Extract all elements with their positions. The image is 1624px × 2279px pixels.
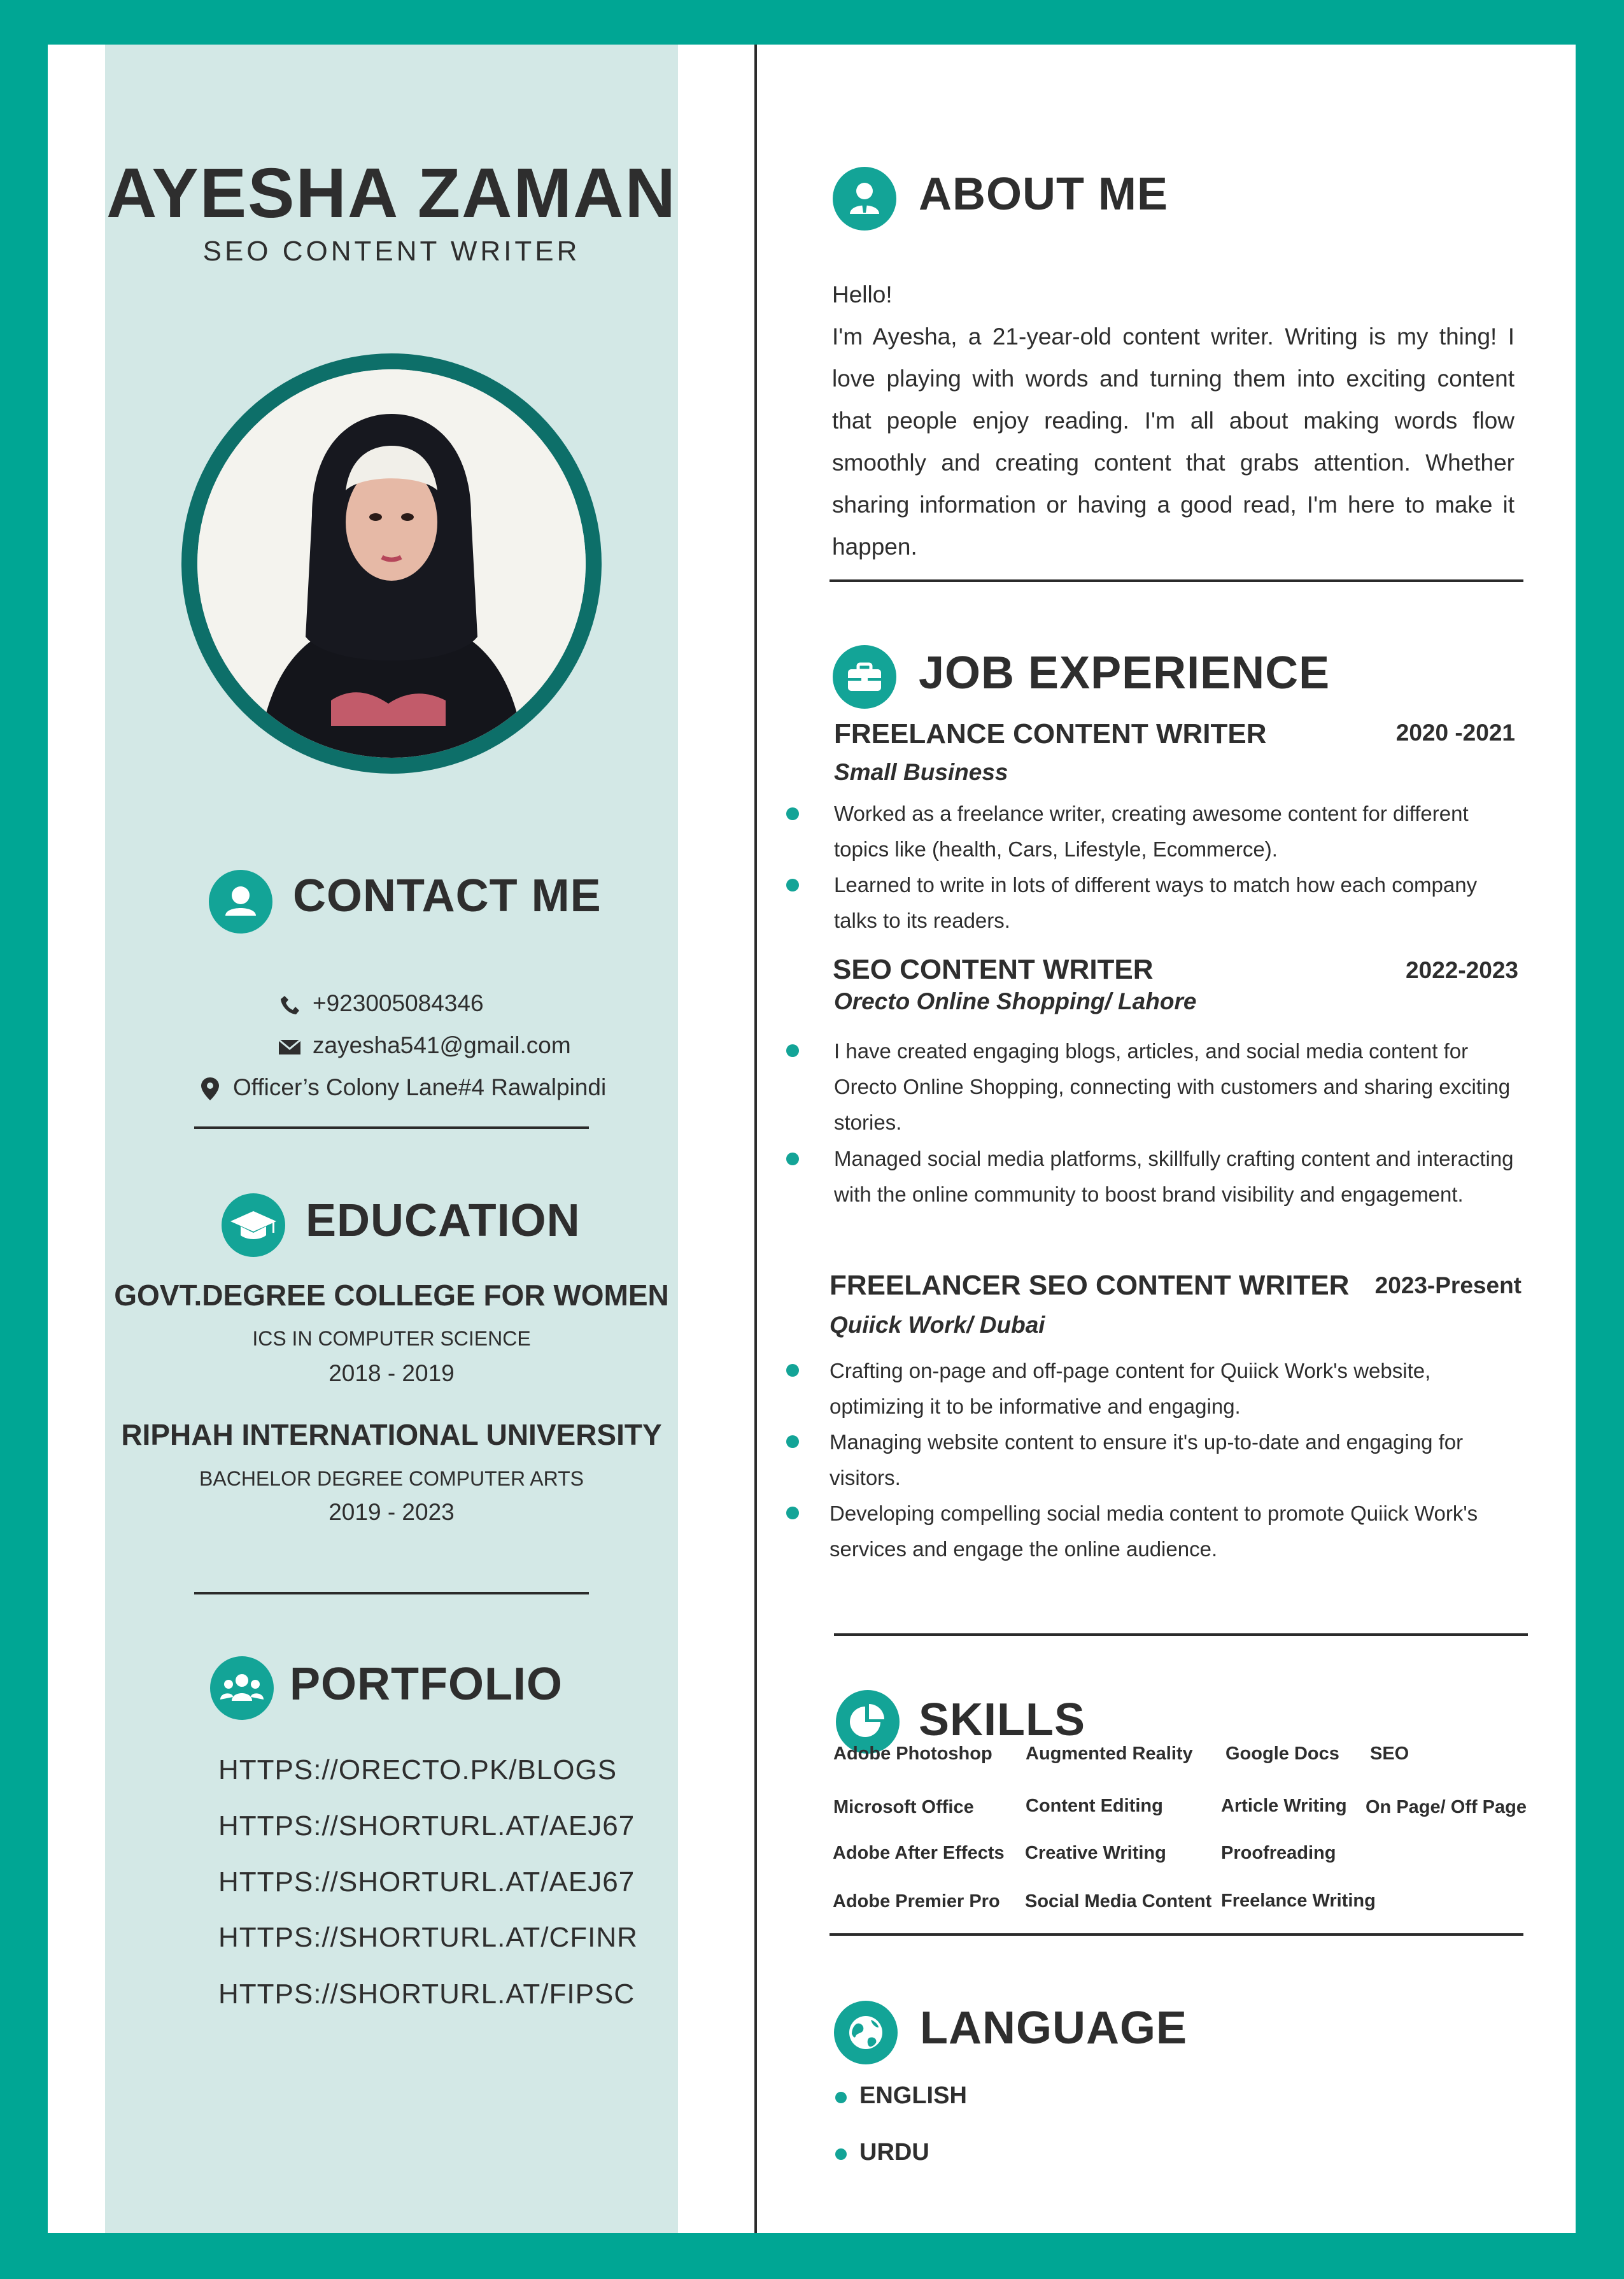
- email-row: [277, 1032, 571, 1060]
- skill-item: Content Editing: [1026, 1796, 1163, 1816]
- skill-item: Proofreading: [1221, 1843, 1336, 1863]
- skill-item: Microsoft Office: [833, 1797, 974, 1817]
- job-3-bullet-1: Crafting on-page and off-page content for Quiick Work's website, optimizing it to be informative and engaging.: [830, 1359, 1431, 1418]
- about-text-block: [832, 274, 1515, 568]
- portfolio-link-5[interactable]: HTTPS://SHORTURL.AT/FIPSC: [218, 1978, 635, 2010]
- bullet-dot: [786, 879, 799, 891]
- candidate-name: AYESHA ZAMAN: [106, 154, 677, 232]
- job-1-bullet-2: Learned to write in lots of different ways to match how each company talks to its readers.: [834, 873, 1478, 932]
- language-heading: LANGUAGE: [920, 2003, 1187, 2054]
- about-paragraph: I'm Ayesha, a 21-year-old content writer. Writing is my thing! I love playing with words and turning them into exciting content that people enjoy reading. I'm all about making words flow smoothly and creating content that grabs attention. Whether sharing information or having a good read, I'm here to make it happen.: [832, 323, 1515, 560]
- group-icon: [210, 1656, 274, 1720]
- education-heading: EDUCATION: [306, 1195, 581, 1246]
- main-divider-2: [834, 1633, 1528, 1636]
- job-company-2: Orecto Online Shopping/ Lahore: [834, 988, 1197, 1014]
- location-pin-icon: [197, 1076, 223, 1102]
- phone-number: +923005084346: [313, 990, 484, 1016]
- portfolio-link-4[interactable]: HTTPS://SHORTURL.AT/CFINR: [218, 1922, 638, 1953]
- phone-icon: [277, 992, 302, 1018]
- skill-item: On Page/ Off Page: [1366, 1797, 1527, 1817]
- contact-heading: CONTACT ME: [293, 870, 602, 921]
- job-company-3: Quiick Work/ Dubai: [830, 1312, 1045, 1338]
- about-greeting: Hello!: [832, 281, 893, 308]
- job-1-bullet-1: Worked as a freelance writer, creating awesome content for different topics like (health, Cars, Lifestyle, Ecommerce).: [834, 802, 1469, 861]
- skill-item: Article Writing: [1221, 1796, 1347, 1816]
- email-address: zayesha541@gmail.com: [313, 1032, 571, 1058]
- language-item-urdu: URDU: [859, 2139, 929, 2166]
- main-divider-1: [830, 579, 1523, 582]
- bullet-dot: [835, 2148, 847, 2160]
- experience-heading: JOB EXPERIENCE: [919, 648, 1331, 699]
- education-years-1: 2018 - 2019: [328, 1360, 455, 1386]
- education-degree-1: ICS IN COMPUTER SCIENCE: [252, 1327, 531, 1350]
- job-company-1: Small Business: [834, 759, 1008, 785]
- about-heading: ABOUT ME: [919, 169, 1168, 220]
- portrait-illustration: [197, 369, 586, 758]
- candidate-title: SEO CONTENT WRITER: [202, 236, 581, 267]
- job-2-bullet-1: I have created engaging blogs, articles, and social media content for Orecto Online Shopping, connecting with customers and sharing exciting stories.: [834, 1039, 1511, 1134]
- address-row: [197, 1074, 606, 1102]
- job-2-bullet-2: Managed social media platforms, skillfully crafting content and interacting with the online community to boost brand visibility and engagement.: [834, 1147, 1514, 1206]
- bullet-dot: [786, 807, 799, 820]
- education-school-2: RIPHAH INTERNATIONAL UNIVERSITY: [121, 1418, 662, 1451]
- skill-item: Google Docs: [1225, 1743, 1339, 1764]
- skill-item: Adobe After Effects: [833, 1843, 1005, 1863]
- envelope-icon: [277, 1034, 302, 1060]
- education-degree-2: BACHELOR DEGREE COMPUTER ARTS: [199, 1467, 584, 1490]
- job-years-2: 2022-2023: [1406, 957, 1518, 983]
- skill-item: Adobe Photoshop: [833, 1743, 992, 1764]
- portfolio-link-3[interactable]: HTTPS://SHORTURL.AT/AEJ67: [218, 1866, 635, 1898]
- job-years-3: 2023-Present: [1374, 1272, 1522, 1298]
- skill-item: Augmented Reality: [1026, 1743, 1193, 1764]
- portfolio-heading: PORTFOLIO: [290, 1659, 563, 1710]
- globe-icon: [834, 2001, 898, 2064]
- bullet-dot: [786, 1153, 799, 1165]
- user-tie-icon: [833, 167, 896, 231]
- resume-sheet: [48, 45, 1576, 2233]
- bullet-dot: [786, 1507, 799, 1519]
- avatar: [197, 369, 586, 758]
- job-title-1: FREELANCE CONTENT WRITER: [834, 718, 1267, 749]
- skills-heading: SKILLS: [919, 1694, 1086, 1745]
- skill-item: SEO: [1370, 1743, 1409, 1764]
- briefcase-icon: [833, 645, 896, 709]
- skill-item: Freelance Writing: [1221, 1891, 1376, 1911]
- address-text: Officer’s Colony Lane#4 Rawalpindi: [233, 1074, 607, 1100]
- skill-item: Social Media Content: [1025, 1891, 1212, 1912]
- education-years-2: 2019 - 2023: [328, 1499, 455, 1525]
- sidebar-divider-2: [194, 1592, 589, 1594]
- person-icon: [209, 870, 272, 934]
- skill-item: Adobe Premier Pro: [833, 1891, 1000, 1912]
- bullet-dot: [786, 1364, 799, 1377]
- sidebar-divider-1: [194, 1126, 589, 1129]
- portfolio-link-2[interactable]: HTTPS://SHORTURL.AT/AEJ67: [218, 1810, 635, 1842]
- language-item-english: ENGLISH: [859, 2082, 967, 2109]
- job-years-1: 2020 -2021: [1395, 720, 1515, 746]
- job-title-3: FREELANCER SEO CONTENT WRITER: [830, 1270, 1350, 1301]
- job-title-2: SEO CONTENT WRITER: [833, 954, 1154, 985]
- main-divider-3: [830, 1933, 1523, 1936]
- column-divider: [754, 45, 757, 2233]
- portfolio-link-1[interactable]: HTTPS://ORECTO.PK/BLOGS: [218, 1754, 618, 1786]
- skill-item: Creative Writing: [1025, 1843, 1166, 1863]
- job-3-bullet-2: Managing website content to ensure it's up-to-date and engaging for visitors.: [830, 1430, 1464, 1489]
- bullet-dot: [835, 2092, 847, 2103]
- phone-row: [277, 990, 484, 1018]
- graduation-cap-icon: [222, 1193, 285, 1257]
- education-school-1: GOVT.DEGREE COLLEGE FOR WOMEN: [114, 1279, 669, 1312]
- bullet-dot: [786, 1044, 799, 1057]
- bullet-dot: [786, 1435, 799, 1448]
- job-3-bullet-3: Developing compelling social media content to promote Quiick Work's services and engage the online audience.: [830, 1502, 1478, 1561]
